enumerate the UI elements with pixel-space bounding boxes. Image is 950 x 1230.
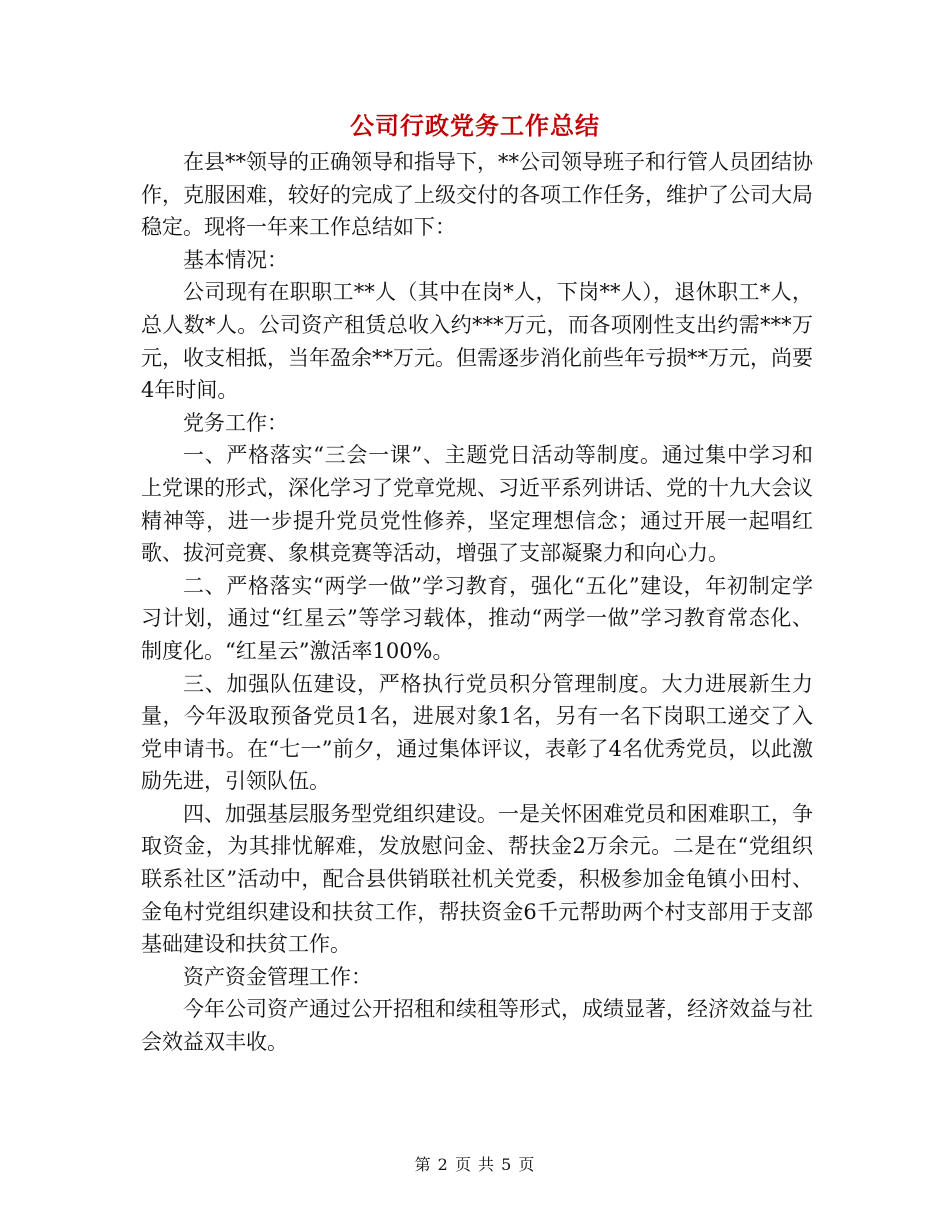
document-title: 公司行政党务工作总结	[350, 111, 600, 140]
paragraph-party-work-3: 三、加强队伍建设，严格执行党员积分管理制度。大力进展新生力量，今年汲取预备党员1名，进展对象1名，另有一名下岗职工递交了入党申请书。在“七一”前夕，通过集体评议，表彰了4名优秀党员，以此激励先进，引领队伍。	[141, 671, 813, 794]
document-body	[141, 146, 813, 1059]
paragraph-party-work-4: 四、加强基层服务型党组织建设。一是关怀困难党员和困难职工，争取资金，为其排忧解难，发放慰问金、帮扶金2万余元。二是在“党组织联系社区”活动中，配合县供销联社机关党委，积极参加金龟镇小田村、金龟村党组织建设和扶贫工作，帮扶资金6千元帮助两个村支部用于支部基础建设和扶贫工作。	[141, 801, 813, 957]
paragraph-party-work-1: 一、严格落实“三会一课”、主题党日活动等制度。通过集中学习和上党课的形式，深化学习了党章党规、习近平系列讲话、党的十九大会议精神等，进一步提升党员党性修养，坚定理想信念；通过开展一起唱红歌、拔河竞赛、象棋竞赛等活动，增强了支部凝聚力和向心力。	[141, 443, 813, 566]
page-footer: 第 2 页 共 5 页	[414, 1155, 536, 1174]
heading-asset-management: 资产资金管理工作：	[183, 964, 372, 989]
paragraph-party-work-2: 二、严格落实“两学一做”学习教育，强化“五化”建设，年初制定学习计划，通过“红星云”等学习载体，推动“两学一做”学习教育常态化、制度化。“红星云”激活率100%。	[141, 573, 813, 663]
paragraph-basic-situation: 公司现有在职职工**人（其中在岗*人，下岗**人），退休职工*人，总人数*人。公司资产租赁总收入约***万元，而各项刚性支出约需***万元，收支相抵，当年盈余**万元。但需逐步消化前些年亏损**万元，尚要4年时间。	[141, 280, 813, 403]
heading-basic-situation: 基本情况：	[183, 247, 288, 272]
paragraph-intro: 在县**领导的正确领导和指导下，**公司领导班子和行管人员团结协作，克服困难，较好的完成了上级交付的各项工作任务，维护了公司大局稳定。现将一年来工作总结如下：	[141, 150, 813, 240]
paragraph-asset-management: 今年公司资产通过公开招租和续租等形式，成绩显著，经济效益与社会效益双丰收。	[141, 997, 813, 1055]
heading-party-work: 党务工作：	[183, 410, 288, 435]
